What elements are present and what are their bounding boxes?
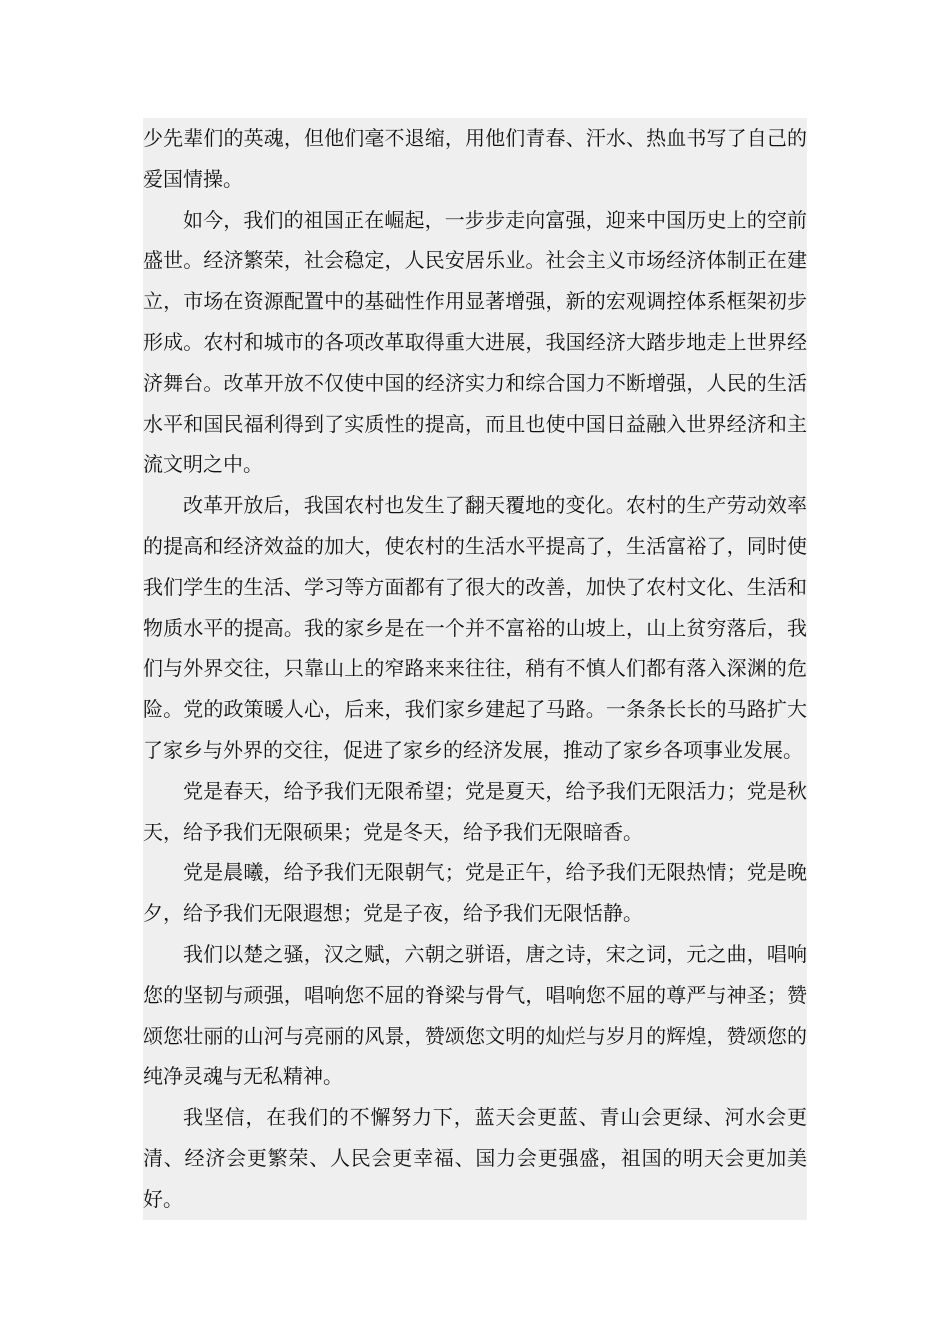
document-body [143,118,807,1220]
paragraph-4: 党是春天，给予我们无限希望；党是夏天，给予我们无限活力；党是秋天，给予我们无限硕果；党是冬天，给予我们无限暗香。 [143,778,807,844]
paragraph-7: 我坚信，在我们的不懈努力下，蓝天会更蓝、青山会更绿、河水会更清、经济会更繁荣、人民会更幸福、国力会更强盛，祖国的明天会更加美好。 [143,1105,807,1211]
paragraph-2: 如今，我们的祖国正在崛起，一步步走向富强，迎来中国历史上的空前盛世。经济繁荣，社会稳定，人民安居乐业。社会主义市场经济体制正在建立，市场在资源配置中的基础性作用显著增强，新的宏观调控体系框架初步形成。农村和城市的各项改革取得重大进展，我国经济大踏步地走上世界经济舞台。改革开放不仅使中国的经济实力和综合国力不断增强，人民的生活水平和国民福利得到了实质性的提高，而且也使中国日益融入世界经济和主流文明之中。 [143,207,807,477]
paragraph-3: 改革开放后，我国农村也发生了翻天覆地的变化。农村的生产劳动效率的提高和经济效益的加大，使农村的生活水平提高了，生活富裕了，同时使我们学生的生活、学习等方面都有了很大的改善，加快了农村文化、生活和物质水平的提高。我的家乡是在一个并不富裕的山坡上，山上贫穷落后，我们与外界交往，只靠山上的窄路来来往往，稍有不慎人们都有落入深渊的危险。党的政策暖人心，后来，我们家乡建起了马路。一条条长长的马路扩大了家乡与外界的交往，促进了家乡的经济发展，推动了家乡各项事业发展。 [143,493,807,762]
paragraph-1: 少先辈们的英魂，但他们毫不退缩，用他们青春、汗水、热血书写了自己的爱国情操。 [143,126,807,191]
paragraph-5: 党是晨曦，给予我们无限朝气；党是正午，给予我们无限热情；党是晚夕，给予我们无限遐想；党是子夜，给予我们无限恬静。 [143,860,807,926]
paragraph-6: 我们以楚之骚，汉之赋，六朝之骈语，唐之诗，宋之词，元之曲，唱响您的坚韧与顽强，唱响您不屈的脊梁与骨气，唱响您不屈的尊严与神圣；赞颂您壮丽的山河与亮丽的风景，赞颂您文明的灿烂与岁月的辉煌，赞颂您的纯净灵魂与无私精神。 [143,941,807,1089]
